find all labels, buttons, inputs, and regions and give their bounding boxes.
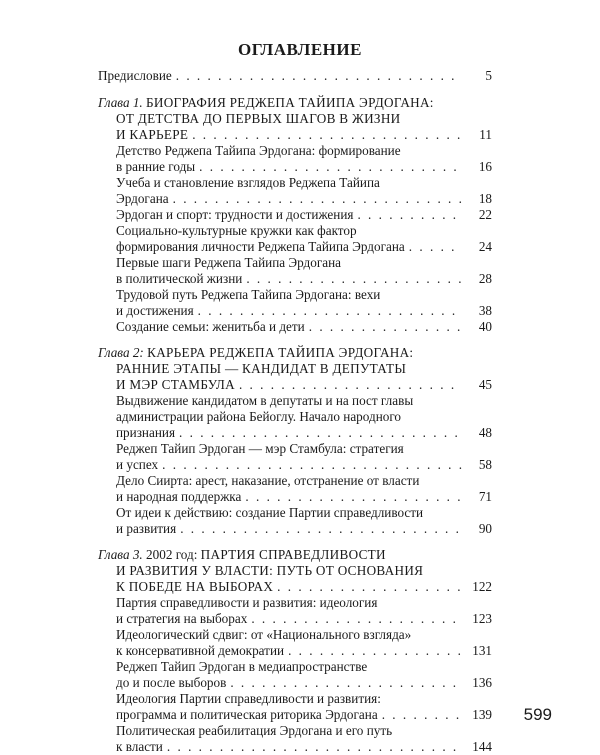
dot-leader xyxy=(251,611,462,627)
chapter-title-line: И РАЗВИТИЯ У ВЛАСТИ: ПУТЬ ОТ ОСНОВАНИЯ xyxy=(116,563,424,578)
dot-leader xyxy=(245,489,462,505)
section-line: программа и политическая риторика Эрдогана xyxy=(116,707,378,722)
section-line: и успех xyxy=(116,457,159,472)
entry-page: 122 xyxy=(472,579,492,594)
section-line: Выдвижение кандидатом в депутаты и на пост главы xyxy=(116,393,414,408)
section-line: Реджеп Тайип Эрдоган — мэр Стамбула: стратегия xyxy=(116,441,404,456)
entry-page: 131 xyxy=(472,643,492,658)
toc-section[interactable] xyxy=(98,723,492,755)
dot-leader xyxy=(173,191,462,207)
entry-page: 45 xyxy=(478,377,492,392)
entry-page: 38 xyxy=(478,303,492,318)
entry-page: 40 xyxy=(478,319,492,334)
toc-section[interactable] xyxy=(98,595,492,627)
toc-section[interactable] xyxy=(98,691,492,723)
dot-leader xyxy=(192,127,462,143)
entry-page: 16 xyxy=(478,159,492,174)
chapter-label: Глава 1. xyxy=(98,95,143,110)
section-line: к власти xyxy=(116,739,163,754)
dot-leader xyxy=(357,207,462,223)
toc-section[interactable] xyxy=(98,627,492,659)
entry-page: 136 xyxy=(472,675,492,690)
toc-section[interactable] xyxy=(98,441,492,473)
toc-section[interactable] xyxy=(98,143,492,175)
dot-leader xyxy=(239,377,462,393)
toc-section[interactable] xyxy=(98,319,492,335)
dot-leader xyxy=(277,579,462,595)
section-line: и достижения xyxy=(116,303,194,318)
section-line: Дело Сиирта: арест, наказание, отстранение от власти xyxy=(116,473,420,488)
chapter-title-line: ПАРТИЯ СПРАВЕДЛИВОСТИ xyxy=(200,547,386,562)
chapter-title-line: КАРЬЕРА РЕДЖЕПА ТАЙИПА ЭРДОГАНА: xyxy=(147,345,414,360)
chapter-prefix: 2002 год: xyxy=(146,547,198,562)
section-line: Партия справедливости и развития: идеология xyxy=(116,595,378,610)
page-number: 599 xyxy=(523,705,552,724)
dot-leader xyxy=(382,707,462,723)
section-line: формирования личности Реджепа Тайипа Эрдогана xyxy=(116,239,405,254)
entry-page: 58 xyxy=(478,457,492,472)
toc-section[interactable] xyxy=(98,287,492,319)
entry-label: Предисловие xyxy=(98,68,172,83)
section-line: Трудовой путь Реджепа Тайипа Эрдогана: вехи xyxy=(116,287,381,302)
section-line: и народная поддержка xyxy=(116,489,242,504)
dot-leader xyxy=(230,675,462,691)
section-line: Первые шаги Реджепа Тайипа Эрдогана xyxy=(116,255,342,270)
toc-section[interactable] xyxy=(98,505,492,537)
section-line: От идеи к действию: создание Партии справедливости xyxy=(116,505,424,520)
section-line: Эрдогана xyxy=(116,191,169,206)
toc-section[interactable] xyxy=(98,175,492,207)
dot-leader xyxy=(162,457,462,473)
toc xyxy=(98,68,492,755)
entry-page: 18 xyxy=(478,191,492,206)
dot-leader xyxy=(176,68,462,84)
section-line: в ранние годы xyxy=(116,159,196,174)
toc-section[interactable] xyxy=(98,659,492,691)
toc-section[interactable] xyxy=(98,473,492,505)
entry-page: 48 xyxy=(478,425,492,440)
dot-leader xyxy=(246,271,462,287)
chapter-title-line: РАННИЕ ЭТАПЫ — КАНДИДАТ В ДЕПУТАТЫ xyxy=(116,361,407,376)
toc-section[interactable] xyxy=(98,207,492,223)
entry-page: 90 xyxy=(478,521,492,536)
entry-page: 11 xyxy=(479,127,492,142)
section-line: к консервативной демократии xyxy=(116,643,285,658)
section-line: Эрдоган и спорт: трудности и достижения xyxy=(116,207,354,222)
toc-chapter-3[interactable] xyxy=(98,547,492,595)
section-line: и стратегия на выборах xyxy=(116,611,248,626)
toc-entry-preface[interactable] xyxy=(98,68,492,84)
section-line: и развития xyxy=(116,521,177,536)
chapter-title-line: БИОГРАФИЯ РЕДЖЕПА ТАЙИПА ЭРДОГАНА: xyxy=(146,95,434,110)
section-line: признания xyxy=(116,425,176,440)
toc-chapter-1[interactable] xyxy=(98,95,492,143)
chapter-title-line: И КАРЬЕРЕ xyxy=(116,127,189,142)
toc-section[interactable] xyxy=(98,223,492,255)
section-line: Социально-культурные кружки как фактор xyxy=(116,223,357,238)
section-line: до и после выборов xyxy=(116,675,227,690)
dot-leader xyxy=(309,319,462,335)
section-line: Учеба и становление взглядов Реджепа Тайипа xyxy=(116,175,380,190)
dot-leader xyxy=(180,521,462,537)
dot-leader xyxy=(167,739,462,755)
dot-leader xyxy=(288,643,462,659)
chapter-label: Глава 2: xyxy=(98,345,144,360)
section-line: Реджеп Тайип Эрдоган в медиапространстве xyxy=(116,659,368,674)
section-line: Идеологический сдвиг: от «Национального взгляда» xyxy=(116,627,412,642)
entry-page: 22 xyxy=(478,207,492,222)
chapter-title-line: И МЭР СТАМБУЛА xyxy=(116,377,235,392)
toc-chapter-2[interactable] xyxy=(98,345,492,393)
dot-leader xyxy=(199,159,462,175)
section-line: Создание семьи: женитьба и дети xyxy=(116,319,305,334)
section-line: в политической жизни xyxy=(116,271,243,286)
section-line: администрации района Бейоглу. Начало народного xyxy=(116,409,402,424)
entry-page: 71 xyxy=(478,489,492,504)
chapter-label: Глава 3. xyxy=(98,547,143,562)
entry-page: 24 xyxy=(478,239,492,254)
chapter-title-line: К ПОБЕДЕ НА ВЫБОРАХ xyxy=(116,579,274,594)
toc-section[interactable] xyxy=(98,255,492,287)
toc-section[interactable] xyxy=(98,393,492,441)
entry-page: 123 xyxy=(472,611,492,626)
section-line: Идеология Партии справедливости и развития: xyxy=(116,691,381,706)
section-line: Политическая реабилитация Эрдогана и его путь xyxy=(116,723,393,738)
dot-leader xyxy=(198,303,462,319)
entry-page: 144 xyxy=(472,739,492,754)
entry-page: 5 xyxy=(485,68,492,83)
dot-leader xyxy=(409,239,462,255)
toc-title: ОГЛАВЛЕНИЕ xyxy=(238,40,362,59)
chapter-title-line: ОТ ДЕТСТВА ДО ПЕРВЫХ ШАГОВ В ЖИЗНИ xyxy=(116,111,401,126)
entry-page: 139 xyxy=(472,707,492,722)
dot-leader xyxy=(179,425,462,441)
section-line: Детство Реджепа Тайипа Эрдогана: формирование xyxy=(116,143,401,158)
entry-page: 28 xyxy=(478,271,492,286)
